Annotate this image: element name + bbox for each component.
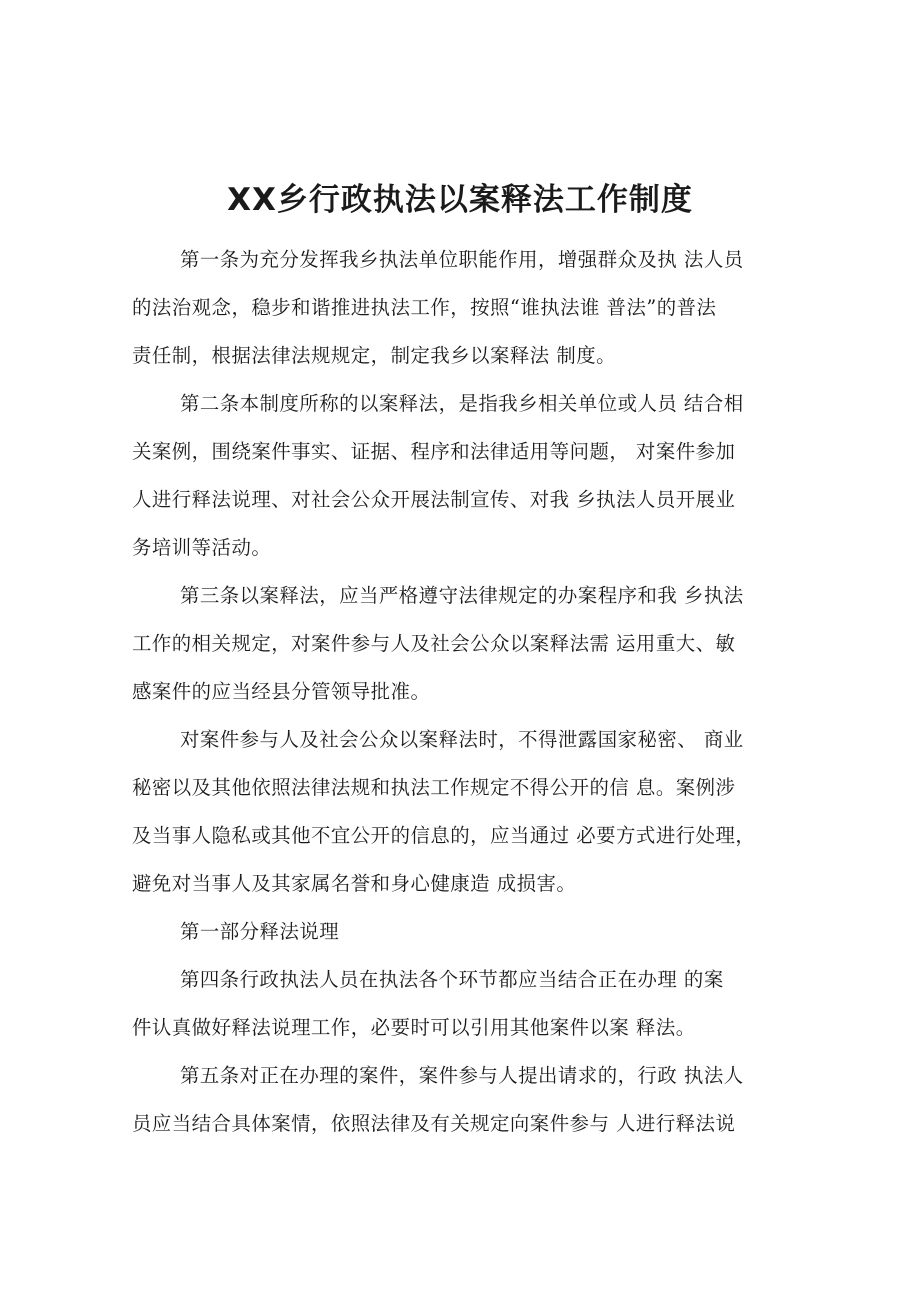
- article-1-line-1: 第一条为充分发挥我乡执法单位职能作用，增强群众及执 法人员: [180, 248, 744, 271]
- section-heading-part-1: 第一部分释法说理: [180, 920, 340, 943]
- article-5-line-1: 第五条对正在办理的案件，案件参与人提出请求的，行政 执法人: [180, 1064, 744, 1087]
- article-3-line-3: 感案件的应当经县分管领导批准。: [132, 680, 431, 703]
- confidentiality-line-1: 对案件参与人及社会公众以案释法时，不得泄露国家秘密、 商业: [180, 728, 744, 751]
- article-3-line-2: 工作的相关规定，对案件参与人及社会公众以案释法需 运用重大、敏: [132, 632, 736, 655]
- article-3-line-1: 第三条以案释法，应当严格遵守法律规定的办案程序和我 乡执法: [180, 584, 744, 607]
- article-1-line-3: 责任制，根据法律法规规定，制定我乡以案释法 制度。: [132, 344, 617, 367]
- article-2-line-1: 第二条本制度所称的以案释法，是指我乡相关单位或人员 结合相: [180, 392, 744, 415]
- article-5-line-2: 员应当结合具体案情，依照法律及有关规定向案件参与 人进行释法说: [132, 1112, 736, 1135]
- article-2-line-2: 关案例，围绕案件事实、证据、程序和法律适用等问题， 对案件参加: [132, 440, 736, 463]
- article-4-line-1: 第四条行政执法人员在执法各个环节都应当结合正在办理 的案: [180, 968, 724, 991]
- confidentiality-line-2: 秘密以及其他依照法律法规和执法工作规定不得公开的信 息。案例涉: [132, 776, 736, 799]
- confidentiality-line-4: 避免对当事人及其家属名誉和身心健康造 成损害。: [132, 872, 577, 895]
- document-title: XX乡行政执法以案释法工作制度: [227, 182, 693, 218]
- article-1-line-2: 的法治观念，稳步和谐推进执法工作，按照“谁执法谁 普法”的普法: [132, 296, 717, 319]
- confidentiality-line-3: 及当事人隐私或其他不宜公开的信息的，应当通过 必要方式进行处理，: [132, 824, 756, 847]
- article-4-line-2: 件认真做好释法说理工作，必要时可以引用其他案件以案 释法。: [132, 1016, 696, 1039]
- article-2-line-4: 务培训等活动。: [132, 536, 272, 559]
- article-2-line-3: 人进行释法说理、对社会公众开展法制宣传、对我 乡执法人员开展业: [132, 488, 736, 511]
